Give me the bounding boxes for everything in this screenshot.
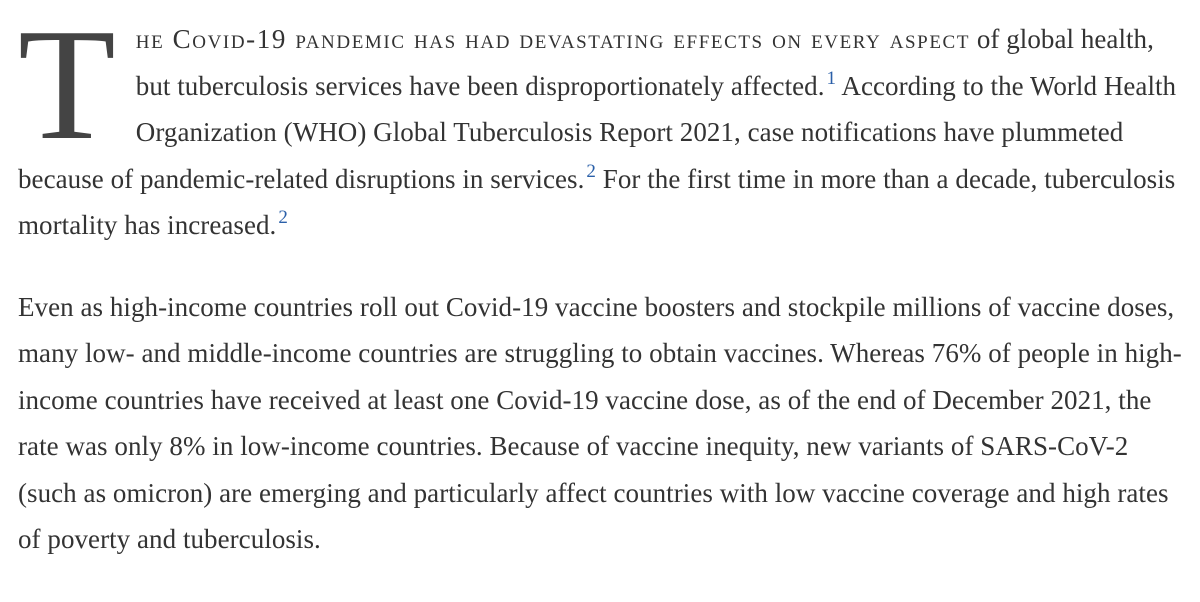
paragraph-text: of global health, but tuberculosis services have been disproportionately affected. xyxy=(135,24,1154,101)
reference-link-2b[interactable]: 2 xyxy=(278,207,288,228)
paragraph-intro xyxy=(18,0,1193,249)
reference-link-1[interactable]: 1 xyxy=(826,67,837,89)
article-body xyxy=(18,0,1193,563)
lead-in-smallcaps: he Covid-19 pandemic has had devastating effects on every aspect xyxy=(135,24,971,54)
paragraph-text: According to the World Health Organization (WHO) Global Tuberculosis Report 2021, case notifications have plummeted because of pandemic-related disruptions in services. xyxy=(18,70,1177,194)
paragraph-vaccine-inequity: Even as high-income countries roll out Covid-19 vaccine boosters and stockpile millions of vaccine doses, many low- and middle-income countries are struggling to obtain vaccines. Whereas 76% of people in high-income countries have received at least one Covid-19 vaccine dose, as of the end of December 2021, the rate was only 8% in low-income countries. Because of vaccine inequity, new variants of SARS-CoV-2 (such as omicron) are emerging and particularly affect countries with low vaccine coverage and high rates of poverty and tuberculosis. xyxy=(18,291,1182,554)
drop-cap: T xyxy=(18,0,116,173)
reference-link-2[interactable]: 2 xyxy=(586,160,596,182)
paragraph-text: For the first time in more than a decade, tuberculosis mortality has increased. xyxy=(18,163,1176,240)
